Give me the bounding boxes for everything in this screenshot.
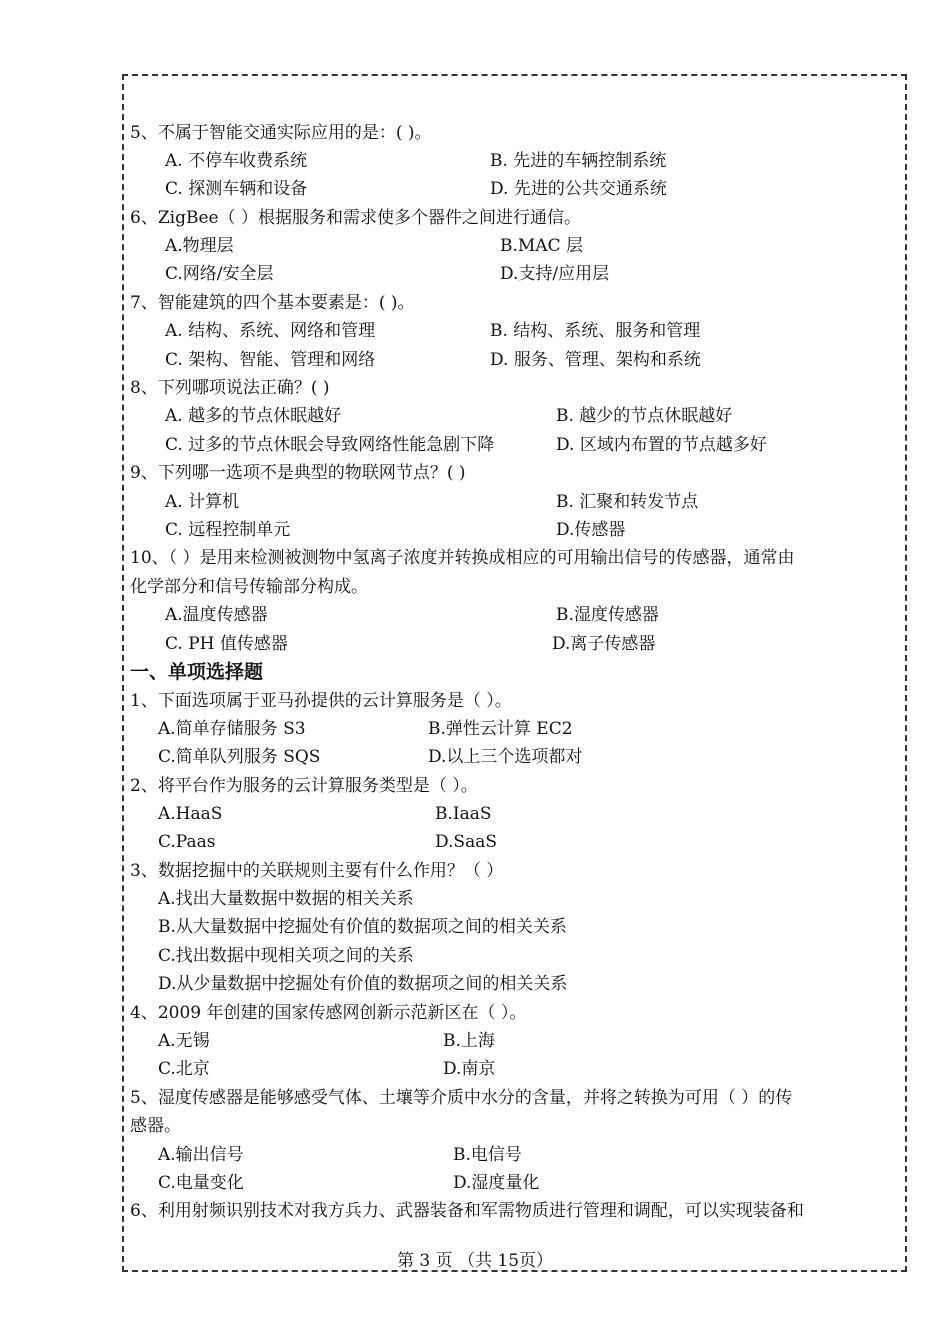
question-stem: 1、下面选项属于亚马孙提供的云计算服务是（ ）。 — [130, 691, 512, 711]
option-d: D. 先进的公共交通系统 — [490, 179, 667, 199]
option-b: B.MAC 层 — [500, 236, 583, 256]
option-c: C. 探测车辆和设备 — [165, 179, 308, 199]
question-stem: 7、智能建筑的四个基本要素是：( )。 — [130, 293, 415, 313]
question-stem: 5、湿度传感器是能够感受气体、土壤等介质中水分的含量，并将之转换为可用（ ）的传 — [130, 1088, 793, 1108]
option-a: A.HaaS — [158, 804, 223, 824]
option-c: C.简单队列服务 SQS — [158, 747, 321, 767]
option-b: B.电信号 — [453, 1145, 522, 1165]
question-stem: 10、（ ）是用来检测被测物中氢离子浓度并转换成相应的可用输出信号的传感器，通常由 — [130, 548, 795, 568]
option-b: B.从大量数据中挖掘处有价值的数据项之间的相关关系 — [158, 917, 567, 937]
question-stem: 6、利用射频识别技术对我方兵力、武器装备和军需物质进行管理和调配，可以实现装备和 — [130, 1201, 804, 1221]
option-c: C. 远程控制单元 — [165, 520, 291, 540]
option-a: A.输出信号 — [158, 1145, 244, 1165]
option-b: B. 汇聚和转发节点 — [556, 492, 699, 512]
option-d: D.支持/应用层 — [500, 264, 610, 284]
page-footer: 第 3 页 （共 15页） — [396, 1251, 554, 1271]
option-a: A.温度传感器 — [165, 605, 268, 625]
question-stem: 4、2009 年创建的国家传感网创新示范新区在（ ）。 — [130, 1003, 527, 1023]
option-b: B. 结构、系统、服务和管理 — [490, 321, 701, 341]
option-d: D.南京 — [443, 1059, 496, 1079]
option-d: D.SaaS — [435, 832, 497, 852]
option-d: D.从少量数据中挖掘处有价值的数据项之间的相关关系 — [158, 974, 568, 994]
option-a: A.无锡 — [158, 1031, 210, 1051]
question-stem: 3、数据挖掘中的关联规则主要有什么作用？（ ） — [130, 861, 504, 881]
question-stem: 5、不属于智能交通实际应用的是：( )。 — [130, 123, 432, 143]
option-d: D.以上三个选项都对 — [428, 747, 583, 767]
option-b: B.弹性云计算 EC2 — [428, 719, 573, 739]
option-c: C. 过多的节点休眠会导致网络性能急剧下降 — [165, 435, 495, 455]
option-a: A. 结构、系统、网络和管理 — [165, 321, 376, 341]
option-d: D.传感器 — [556, 520, 626, 540]
option-d: D. 区域内布置的节点越多好 — [556, 435, 767, 455]
option-b: B. 越少的节点休眠越好 — [556, 406, 733, 426]
section-heading: 一、单项选择题 — [130, 661, 264, 683]
question-stem: 2、将平台作为服务的云计算服务类型是（ ）。 — [130, 776, 478, 796]
question-stem-continued: 感器。 — [130, 1116, 181, 1136]
option-c: C.电量变化 — [158, 1173, 244, 1193]
option-c: C. PH 值传感器 — [165, 634, 288, 654]
option-b: B.上海 — [443, 1031, 495, 1051]
option-d: D.湿度量化 — [453, 1173, 540, 1193]
option-d: D. 服务、管理、架构和系统 — [490, 350, 701, 370]
option-c: C.找出数据中现相关项之间的关系 — [158, 946, 414, 966]
option-b: B.湿度传感器 — [556, 605, 659, 625]
option-a: A.物理层 — [165, 236, 234, 256]
option-c: C.北京 — [158, 1059, 210, 1079]
option-b: B. 先进的车辆控制系统 — [490, 151, 667, 171]
option-b: B.IaaS — [435, 804, 492, 824]
option-c: C.Paas — [158, 832, 216, 852]
option-a: A. 计算机 — [165, 492, 240, 512]
option-a: A.简单存储服务 S3 — [158, 719, 306, 739]
option-c: C. 架构、智能、管理和网络 — [165, 350, 376, 370]
question-stem: 6、ZigBee（ ）根据服务和需求使多个器件之间进行通信。 — [130, 208, 581, 228]
question-stem: 8、下列哪项说法正确？( ) — [130, 378, 330, 398]
option-a: A.找出大量数据中数据的相关关系 — [158, 889, 414, 909]
option-d: D.离子传感器 — [552, 634, 656, 654]
option-a: A. 不停车收费系统 — [165, 151, 308, 171]
option-c: C.网络/安全层 — [165, 264, 274, 284]
question-stem-continued: 化学部分和信号传输部分构成。 — [130, 577, 368, 597]
question-stem: 9、下列哪一选项不是典型的物联网节点？( ) — [130, 463, 466, 483]
option-a: A. 越多的节点休眠越好 — [165, 406, 342, 426]
